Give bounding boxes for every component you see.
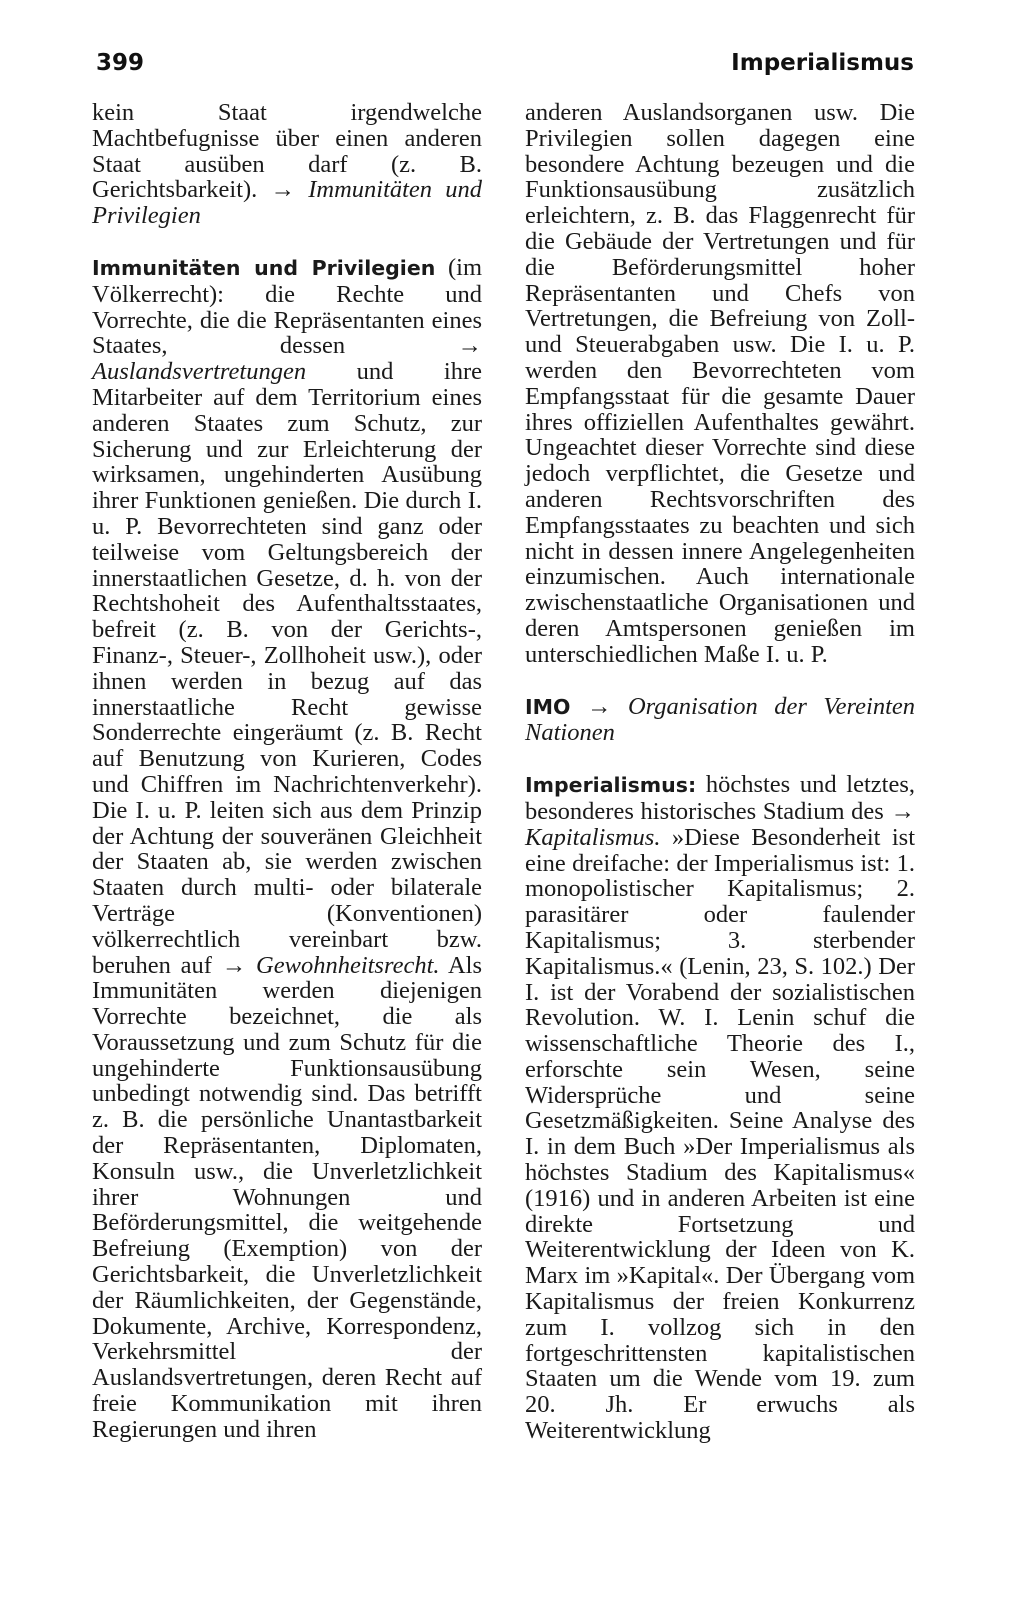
page-number: 399: [96, 50, 145, 76]
right-column: [525, 100, 915, 1444]
cross-reference: Kapitalismus.: [525, 823, 661, 851]
continued-paragraph: anderen Auslandsorganen usw. Die Privilegien sollen dagegen eine besondere Achtung bezeugen und die Funktionsausübung zusätzlich erleichtern, z. B. das Flaggenrecht für die Gebäude der Vertretungen und für die Beförderungsmittel hoher Repräsentanten und Chefs von Vertretungen, die Befreiung von Zoll- und Steuerabgaben usw. Die I. u. P. werden den Bevorrechteten vom Empfangsstaat für die gesamte Dauer ihres offiziellen Aufenthaltes gewährt. Ungeachtet dieser Vorrechte sind diese jedoch verpflichtet, die Gesetze und anderen Rechtsvorschriften des Empfangsstaates zu beachten und sich nicht in dessen innere Angelegenheiten einzumischen. Auch internationale zwischenstaatliche Organisationen und deren Amtspersonen genießen im unterschiedlichen Maße I. u. P.: [525, 99, 915, 668]
cross-ref-arrow-icon: →: [221, 951, 247, 979]
entry-imo: [525, 694, 915, 747]
left-column: [92, 100, 482, 1443]
entry-immunitaeten: [92, 255, 482, 1443]
cross-reference: Organisation der Vereinten Nationen: [525, 692, 916, 747]
running-title: Imperialismus: [731, 50, 914, 76]
entry-text: höchstes und letztes, besonderes historisches Stadium des: [525, 771, 915, 825]
cross-ref-arrow-icon: →: [270, 176, 296, 204]
cross-reference: Auslandsvertretungen: [92, 358, 307, 386]
entry-text: und ihre Mitarbeiter auf dem Territorium eines anderen Staates zum Schutz, zur Sicherung und zur Erleichterung der wirksamen, ungehinderten Ausübung ihrer Funktionen genießen. Die durch I. u. P. Bevorrechteten sind ganz oder teilweise vom Geltungsbereich der innerstaatlichen Gesetze, d. h. von der Rechtshoheit des Aufenthaltsstaates, befreit (z. B. von der Gerichts-, Finanz-, Steuer-, Zollhoheit usw.), oder ihnen werden in bezug auf das innerstaatliche Recht gewisse Sonderrechte eingeräumt (z. B. Recht auf Benutzung von Kurieren, Codes und Chiffren im Nachrichtenverkehr). Die I. u. P. leiten sich aus dem Prinzip der Achtung der souveränen Gleichheit der Staaten ab, sie werden zwischen Staaten durch multi- oder bilaterale Verträge (Konventionen) völkerrechtlich vereinbart bzw. beruhen auf: [92, 358, 482, 979]
paragraph-text: kein Staat irgendwelche Machtbefugnisse über einen anderen Staat ausüben darf (z. B. Gerichtsbarkeit).: [92, 99, 482, 204]
entry-headword: Imperialismus:: [525, 773, 697, 798]
cross-reference: Gewohnheitsrecht.: [256, 951, 440, 979]
continued-paragraph: [92, 100, 482, 229]
entry-imperialismus: [525, 772, 915, 1444]
entry-text: Als Immunitäten werden diejenigen Vorrechte bezeichnet, die als Voraussetzung und zum Schutz für die ungehinderte Funktionsausübung unbedingt notwendig sind. Das betrifft z. B. die persönliche Unantastbarkeit der Repräsentanten, Diplomaten, Konsuln usw., die Unverletzlichkeit ihrer Wohnungen und Beförderungsmittel, die weitgehende Befreiung (Exemption) von der Gerichtsbarkeit, die Unverletzlichkeit der Räumlichkeiten, der Gegenstände, Dokumente, Archive, Korrespondenz, Verkehrsmittel der Auslandsvertretungen, deren Recht auf freie Kommunikation mit ihren Regierungen und ihren: [92, 951, 482, 1443]
cross-ref-arrow-icon: →: [890, 797, 915, 825]
entry-text: (im Völkerrecht): die Rechte und Vorrechte, die die Repräsentanten eines Staates, dessen: [92, 253, 483, 360]
entry-headword: Immunitäten und Privilegien: [92, 255, 436, 280]
cross-reference: Immunitäten und Privilegien: [92, 176, 483, 230]
cross-ref-arrow-icon: →: [457, 332, 482, 360]
entry-headword: IMO: [525, 694, 571, 719]
entry-text: »Diese Besonderheit ist eine dreifache: der Imperialismus ist: 1. monopolistischer Kapitalismus; 2. parasitärer oder faulender Kapitalismus; 3. sterbender Kapitalismus.« (Lenin, 23, S. 102.) Der I. ist der Vorabend der sozialistischen Revolution. W. I. Lenin schuf die wissenschaftliche Theorie des I., erforschte sein Wesen, seine Widersprüche und seine Gesetzmäßigkeiten. Seine Analyse des I. in dem Buch »Der Imperialismus als höchstes Stadium des Kapitalismus« (1916) und in anderen Arbeiten ist eine direkte Fortsetzung und Weiterentwicklung der Ideen von K. Marx im »Kapital«. Der Übergang vom Kapitalismus der freien Konkurrenz zum I. vollzog sich in den fortgeschrittensten kapitalistischen Staaten um die Wende vom 19. zum 20. Jh. Er erwuchs als Weiterentwicklung: [525, 823, 915, 1445]
cross-ref-arrow-icon: →: [586, 692, 612, 720]
